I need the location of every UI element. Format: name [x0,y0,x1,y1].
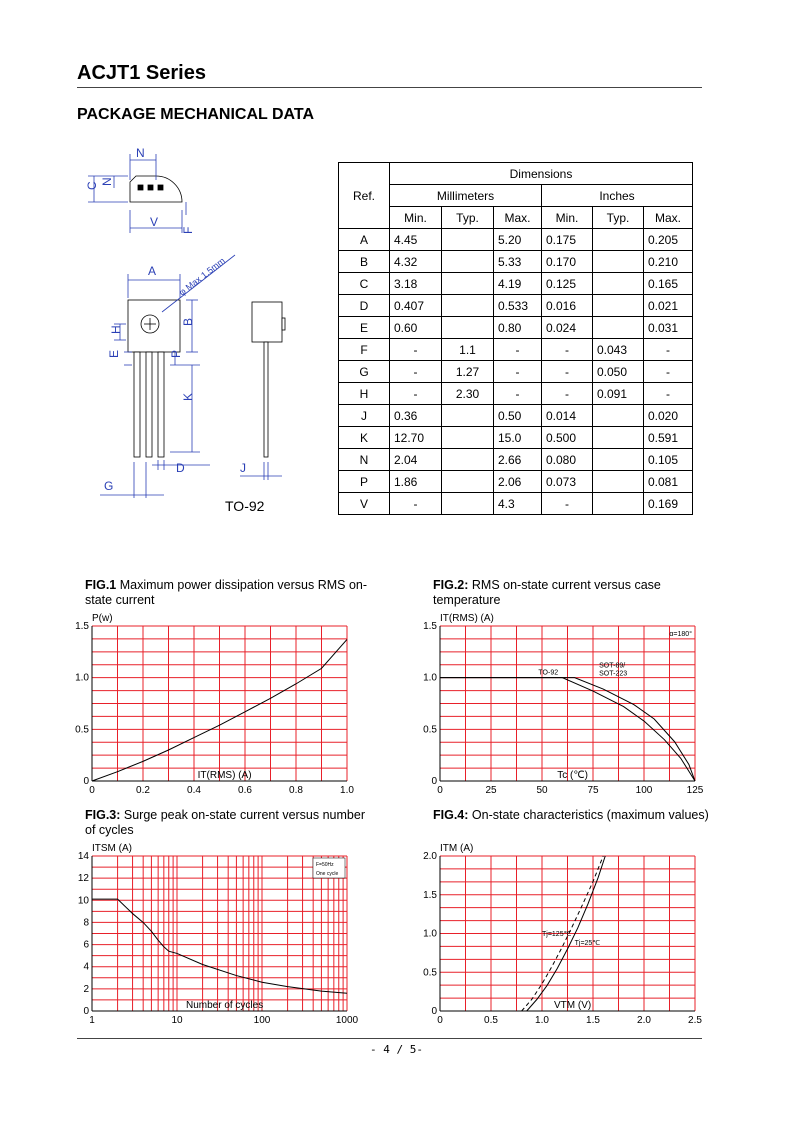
ref-cell: P [339,471,390,493]
ref-cell: F [339,339,390,361]
value-cell: 0.60 [390,317,442,339]
value-cell: 2.04 [390,449,442,471]
fig3-number: FIG.3: [85,808,121,822]
y-tick-label: 0 [83,1006,89,1017]
y-axis-label: ITM (A) [440,843,474,854]
value-cell: - [644,383,693,405]
x-tick-label: 1000 [335,1015,359,1026]
x-tick-label: 0 [437,1015,443,1026]
value-cell: 4.3 [494,493,542,515]
y-tick-label: 0.5 [423,724,437,736]
fig2-chart [403,608,723,800]
x-tick-label: 75 [587,785,599,796]
table-row [339,493,693,515]
value-cell: - [494,383,542,405]
fig4-number: FIG.4: [433,808,469,822]
x-tick-label: 1.0 [535,1015,549,1026]
value-cell: 0.210 [644,251,693,273]
table-row [339,229,693,251]
value-cell: - [390,339,442,361]
x-tick-label: 1.5 [586,1015,600,1026]
fig3-chart [55,838,375,1030]
series-label: Tj=125℃ [542,930,572,938]
legend-label: F=50Hz [316,862,334,868]
value-cell: 0.50 [494,405,542,427]
dim-label-n: N [136,146,145,160]
value-cell: 0.031 [644,317,693,339]
value-cell [593,317,644,339]
value-cell: 4.19 [494,273,542,295]
table-row [339,339,693,361]
y-axis-label: ITSM (A) [92,843,132,854]
value-cell: 0.205 [644,229,693,251]
value-cell: - [542,339,593,361]
ref-cell: J [339,405,390,427]
annotation-label: TO-92 [538,669,559,677]
package-drawing [70,140,330,510]
y-axis-label: P(w) [92,613,113,624]
y-tick-label: 0 [431,1006,437,1017]
dim-label-c: C [85,181,99,190]
dimensions-table [338,162,693,515]
value-cell [593,405,644,427]
x-tick-label: 50 [536,785,548,796]
value-cell: - [390,493,442,515]
y-tick-label: 6 [83,939,89,951]
x-tick-label: 0.5 [484,1015,498,1026]
ref-cell: B [339,251,390,273]
x-tick-label: 2.5 [688,1015,702,1026]
value-cell: - [494,361,542,383]
footer-rule [77,1038,702,1039]
sub-header: Min. [390,207,442,229]
table-row [339,383,693,405]
y-tick-label: 10 [77,895,89,907]
value-cell [593,251,644,273]
ref-cell: E [339,317,390,339]
value-cell: 0.081 [644,471,693,493]
x-tick-label: 1 [89,1015,95,1026]
value-cell: 1.86 [390,471,442,493]
y-tick-label: 0 [431,776,437,787]
y-tick-label: 1.0 [423,928,437,940]
x-axis-label: Tc (℃) [557,770,588,781]
value-cell: 0.050 [593,361,644,383]
y-tick-label: 1.0 [423,672,437,684]
value-cell: 0.591 [644,427,693,449]
value-cell: - [542,493,593,515]
series-title: ACJT1 Series [77,62,206,84]
x-tick-label: 0 [437,785,443,796]
fig2-caption: RMS on-state current versus case temperature [433,578,661,607]
value-cell: 0.020 [644,405,693,427]
value-cell: 12.70 [390,427,442,449]
y-tick-label: 1.5 [75,621,89,632]
value-cell: 1.1 [442,339,494,361]
x-axis-label: VTM (V) [553,1000,592,1011]
fig1-number: FIG.1 [85,578,117,592]
fig3-title [85,808,375,838]
dim-label-e: E [107,349,121,358]
table-row [339,317,693,339]
fig4-caption: On-state characteristics (maximum values) [468,808,709,822]
ref-cell: C [339,273,390,295]
table-row [339,361,693,383]
y-tick-label: 1.0 [75,672,89,684]
series-label: Tj=25℃ [574,940,601,948]
millimeters-header: Millimeters [390,185,542,207]
value-cell: 0.014 [542,405,593,427]
value-cell [593,471,644,493]
y-tick-label: 4 [83,961,89,973]
y-tick-label: 12 [77,873,89,885]
value-cell: 5.20 [494,229,542,251]
fig1-caption: Maximum power dissipation versus RMS on-state current [85,578,368,607]
table-row [339,251,693,273]
value-cell: 0.500 [542,427,593,449]
y-axis-label: IT(RMS) (A) [440,613,494,624]
x-tick-label: 10 [171,1015,183,1026]
ref-cell: K [339,427,390,449]
value-cell [593,273,644,295]
dim-label-b: B [181,317,195,326]
value-cell [442,449,494,471]
value-cell [442,471,494,493]
value-cell: - [644,361,693,383]
value-cell: - [494,339,542,361]
value-cell [593,295,644,317]
annotation-label: SOT-89/ [599,662,626,670]
value-cell: 1.27 [442,361,494,383]
dim-label-v: V [150,215,159,229]
page-number: - 4 / 5- [370,1043,423,1056]
y-tick-label: 2.0 [423,851,437,862]
ref-cell: A [339,229,390,251]
y-tick-label: 2 [83,983,89,995]
value-cell: 0.80 [494,317,542,339]
table-row [339,427,693,449]
table-row [339,449,693,471]
legend-label: One cycle [316,871,339,877]
value-cell: 0.091 [593,383,644,405]
y-tick-label: 0.5 [75,724,89,736]
dimensions-header: Dimensions [390,163,693,185]
value-cell: 0.165 [644,273,693,295]
value-cell [442,317,494,339]
value-cell: 0.080 [542,449,593,471]
dim-label-f: F [181,226,195,234]
x-tick-label: 0.8 [289,785,303,796]
ref-cell: G [339,361,390,383]
ref-cell: H [339,383,390,405]
value-cell: 0.043 [593,339,644,361]
y-tick-label: 8 [83,917,89,929]
x-tick-label: 0.6 [238,785,252,796]
dim-label-k: K [181,392,195,401]
sub-header: Typ. [442,207,494,229]
annotation-label: α=180° [669,631,692,638]
ref-cell: D [339,295,390,317]
value-cell [442,493,494,515]
value-cell: 2.06 [494,471,542,493]
y-tick-label: 1.5 [423,889,437,901]
value-cell [442,405,494,427]
x-tick-label: 25 [485,785,497,796]
sub-header: Typ. [593,207,644,229]
value-cell: 2.30 [442,383,494,405]
ref-cell: V [339,493,390,515]
value-cell: 4.32 [390,251,442,273]
annotation-label: SOT-223 [599,670,628,678]
value-cell: 0.016 [542,295,593,317]
x-tick-label: 0.4 [187,785,201,796]
dim-label-d: D [176,461,185,475]
fig1-chart [55,608,375,800]
fig4-chart [403,838,723,1030]
ref-cell: N [339,449,390,471]
table-row [339,273,693,295]
dim-label-phi: φ Max 1.5mm [177,255,227,298]
value-cell: 0.024 [542,317,593,339]
value-cell: 15.0 [494,427,542,449]
x-tick-label: 1.0 [340,785,354,796]
value-cell: 5.33 [494,251,542,273]
value-cell: - [390,361,442,383]
value-cell [593,427,644,449]
dim-label-n2: N [100,177,114,186]
value-cell: 0.170 [542,251,593,273]
x-tick-label: 100 [253,1015,271,1026]
x-tick-label: 2.0 [637,1015,651,1026]
value-cell: 0.105 [644,449,693,471]
fig3-caption: Surge peak on-state current versus number of cycles [85,808,365,837]
dim-label-g: G [104,479,114,493]
fig2-number: FIG.2: [433,578,469,592]
value-cell [593,449,644,471]
ref-header: Ref. [339,163,390,229]
value-cell: 2.66 [494,449,542,471]
fig1-title [85,578,375,608]
value-cell: 0.533 [494,295,542,317]
sub-header: Min. [542,207,593,229]
value-cell [442,295,494,317]
x-tick-label: 100 [635,785,653,796]
value-cell: 0.407 [390,295,442,317]
value-cell: - [542,383,593,405]
series-line [92,899,347,993]
x-axis-label: Number of cycles [185,1000,264,1011]
inches-header: Inches [542,185,693,207]
value-cell [593,229,644,251]
dim-label-a: A [148,264,157,278]
value-cell: 0.125 [542,273,593,295]
y-tick-label: 0.5 [423,967,437,979]
dim-label-p: P [169,349,183,358]
value-cell: - [390,383,442,405]
value-cell [442,229,494,251]
dim-label-h: H [109,325,123,334]
table-row [339,471,693,493]
dim-label-j: J [240,461,246,475]
value-cell: 0.175 [542,229,593,251]
x-axis-label: IT(RMS) (A) [197,770,252,781]
section-title: PACKAGE MECHANICAL DATA [77,106,315,123]
value-cell: 0.021 [644,295,693,317]
table-row [339,295,693,317]
x-tick-label: 125 [686,785,704,796]
x-tick-label: 0 [89,785,95,796]
value-cell: 0.169 [644,493,693,515]
value-cell: - [644,339,693,361]
y-tick-label: 0 [83,776,89,787]
sub-header: Max. [494,207,542,229]
value-cell: - [542,361,593,383]
fig4-title [433,808,723,823]
x-tick-label: 0.2 [136,785,150,796]
y-tick-label: 1.5 [423,621,437,632]
header-rule [77,87,702,88]
y-tick-label: 14 [77,851,89,862]
value-cell [442,427,494,449]
value-cell: 0.073 [542,471,593,493]
value-cell: 4.45 [390,229,442,251]
value-cell: 0.36 [390,405,442,427]
fig2-title [433,578,723,608]
sub-header: Max. [644,207,693,229]
package-name: TO-92 [225,498,265,514]
table-row [339,405,693,427]
value-cell [442,251,494,273]
value-cell [593,493,644,515]
value-cell [442,273,494,295]
value-cell: 3.18 [390,273,442,295]
